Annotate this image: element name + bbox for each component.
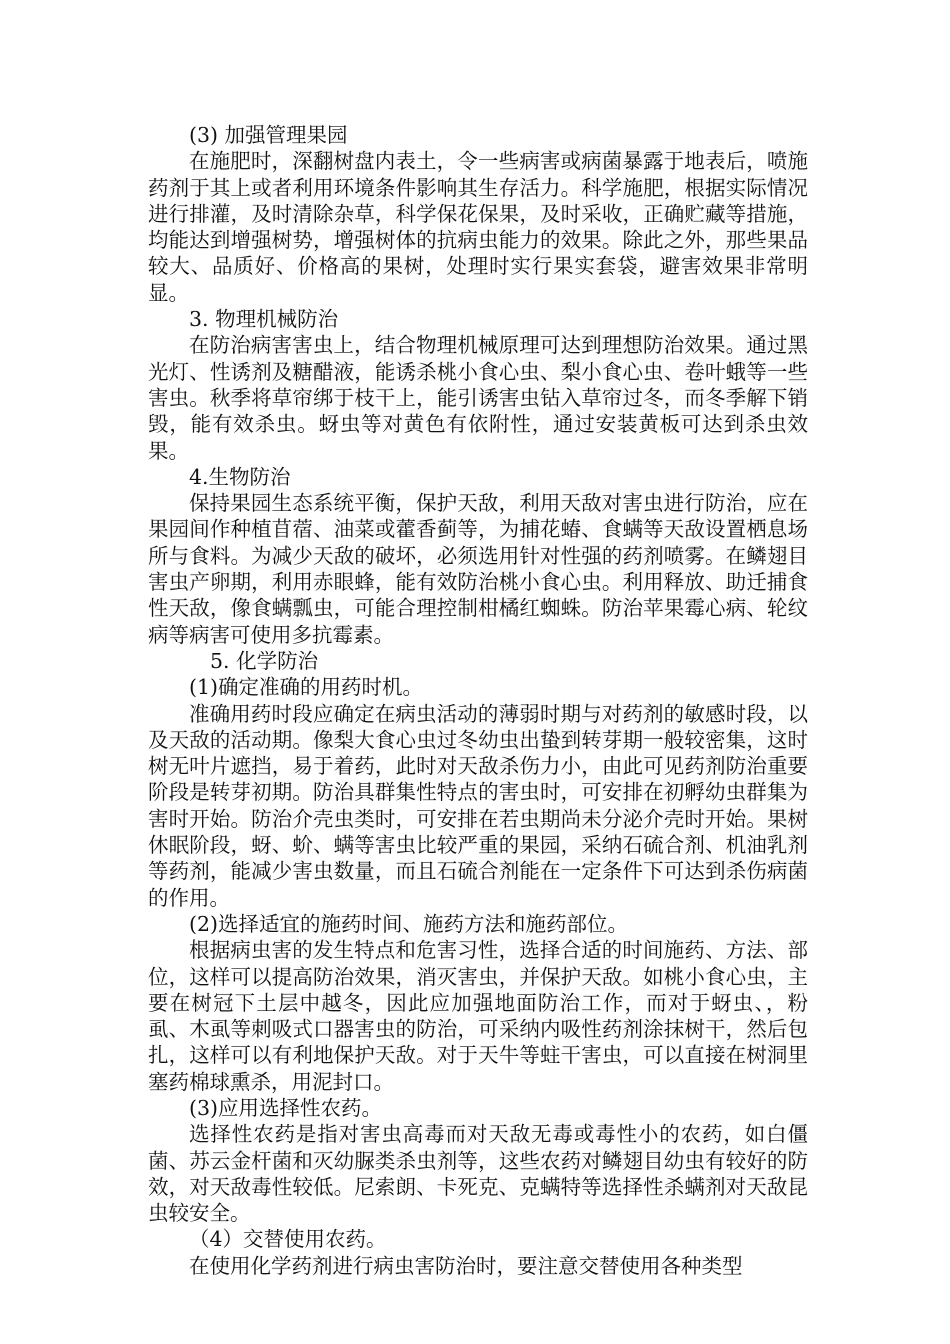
paragraph-timing: 准确用药时段应确定在病虫活动的薄弱时期与对药剂的敏感时段，以及天敌的活动期。像梨大食心虫过冬幼虫出蛰到转芽期一般较密集，这时树无叶片遮挡，易于着药，此时对天敌杀伤力小，由此可见药剂防治重要阶段是转芽初期。防治具群集性特点的害虫时，可安排在初孵幼虫群集为害时开始。防治介壳虫类时，可安排在若虫期尚未分泌介壳时开始。果树休眠阶段，蚜、蚧、螨等害虫比较严重的果园，采纳石硫合剂、机油乳剂等药剂，能减少害虫数量，而且石硫合剂能在一定条件下可达到杀伤病菌的作用。 [148, 701, 808, 910]
paragraph-orchard-management: 在施肥时，深翻树盘内表土，令一些病害或病菌暴露于地表后，喷施药剂于其上或者利用环境条件影响其生存活力。科学施肥，根据实际情况进行排灌，及时清除杂草，科学保花保果，及时采收，正确贮藏等措施，均能达到增强树势，增强树体的抗病虫能力的效果。除此之外，那些果品较大、品质好、价格高的果树，处理时实行果实套袋，避害效果非常明显。 [148, 149, 808, 305]
section-heading-chemical-control: 5. 化学防治 [210, 648, 319, 673]
section-heading-biological-control: 4.生物防治 [189, 464, 291, 489]
section-heading-manage-orchard: (3) 加强管理果园 [189, 123, 348, 147]
subheading-method: (2)选择适宜的施药时间、施药方法和施药部位。 [189, 911, 629, 936]
section-heading-physical-control: 3. 物理机械防治 [189, 307, 339, 332]
subheading-timing: (1)确定准确的用药时机。 [189, 675, 424, 700]
subheading-alternate-pesticide: （4）交替使用农药。 [189, 1227, 387, 1252]
paragraph-physical-control: 在防治病害害虫上，结合物理机械原理可达到理想防治效果。通过黑光灯、性诱剂及糖醋液，能诱杀桃小食心虫、梨小食心虫、卷叶蛾等一些害虫。秋季将草帘绑于枝干上，能引诱害虫钻入草帘过冬，而冬季解下销毁，能有效杀虫。蚜虫等对黄色有依附性，通过安装黄板可达到杀虫效果。 [148, 333, 808, 463]
paragraph-selective-pesticide: 选择性农药是指对害虫高毒而对天敌无毒或毒性小的农药，如白僵菌、苏云金杆菌和灭幼脲类杀虫剂等，这些农药对鳞翅目幼虫有较好的防效，对天敌毒性较低。尼索朗、卡死克、克螨特等选择性杀螨剂对天敌昆虫较安全。 [148, 1122, 808, 1226]
document-page [148, 122, 808, 1279]
paragraph-biological-control: 保持果园生态系统平衡，保护天敌，利用天敌对害虫进行防治，应在果园间作种植苜蓿、油菜或藿香蓟等，为捕花蝽、食螨等天敌设置栖息场所与食料。为减少天敌的破坏，必须选用针对性强的药剂喷雾。在鳞翅目害虫产卵期，利用赤眼蜂，能有效防治桃小食心虫。利用释放、助迁捕食性天敌，像食螨瓢虫，可能合理控制柑橘红蜘蛛。防治苹果霉心病、轮纹病等病害可使用多抗霉素。 [148, 491, 808, 647]
paragraph-method: 根据病虫害的发生特点和危害习性，选择合适的时间施药、方法、部位，这样可以提高防治效果，消灭害虫，并保护天敌。如桃小食心虫，主要在树冠下土层中越冬，因此应加强地面防治工作，而对于蚜虫、，粉虱、木虱等刺吸式口器害虫的防治，可采纳内吸性药剂涂抹树干，然后包扎，这样可以有利地保护天敌。对于天牛等蛀干害虫，可以直接在树洞里塞药棉球熏杀，用泥封口。 [148, 938, 808, 1094]
subheading-selective-pesticide: (3)应用选择性农药。 [189, 1095, 383, 1120]
paragraph-alternate-pesticide: 在使用化学药剂进行病虫害防治时，要注意交替使用各种类型 [189, 1253, 743, 1278]
